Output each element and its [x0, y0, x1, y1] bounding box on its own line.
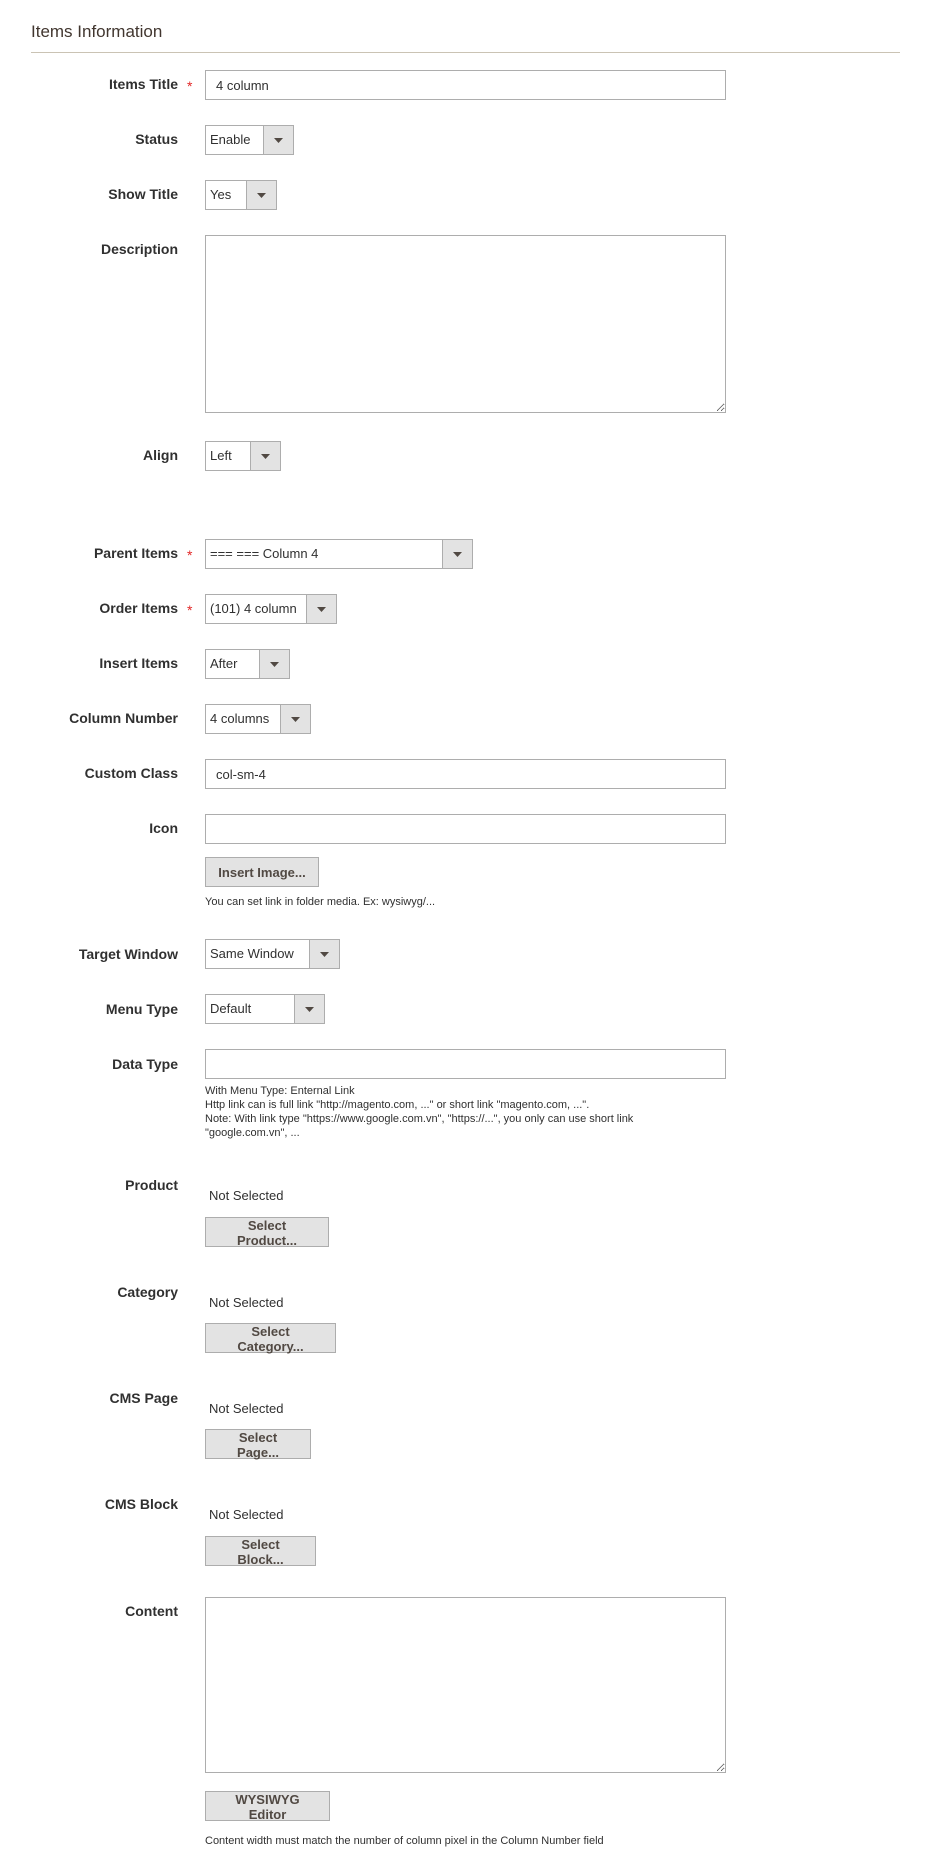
- insert-items-select[interactable]: [205, 649, 290, 679]
- custom-class-input[interactable]: [205, 759, 726, 789]
- cms-page-label: CMS Page: [109, 1390, 178, 1406]
- parent-items-label: Parent Items: [93, 545, 178, 561]
- cms-block-value: Not Selected: [209, 1507, 284, 1522]
- align-select[interactable]: [205, 441, 281, 471]
- cms-block-label: CMS Block: [104, 1496, 178, 1512]
- category-value: Not Selected: [209, 1295, 284, 1310]
- parent-items-select-value: === === Column 4: [210, 546, 319, 561]
- product-label: Product: [125, 1177, 178, 1193]
- order-items-label: Order Items: [99, 600, 178, 616]
- insert-image-button[interactable]: Insert Image...: [205, 857, 319, 887]
- data-type-note: [205, 1084, 633, 1140]
- section-title: Items Information: [31, 22, 163, 41]
- required-marker: *: [187, 547, 193, 563]
- product-value: Not Selected: [209, 1188, 284, 1203]
- menu-type-label: Menu Type: [105, 1001, 178, 1017]
- chevron-down-icon[interactable]: [442, 540, 472, 568]
- order-items-select[interactable]: [205, 594, 337, 624]
- status-select[interactable]: [205, 125, 294, 155]
- required-marker: *: [187, 78, 193, 94]
- icon-note: You can set link in folder media. Ex: wysiwyg/...: [205, 896, 436, 908]
- wysiwyg-editor-button[interactable]: WYSIWYG Editor: [205, 1791, 330, 1821]
- section-divider: [31, 52, 900, 53]
- menu-type-select-value: Default: [210, 1001, 252, 1016]
- description-label: Description: [100, 241, 178, 257]
- data-type-input[interactable]: [205, 1049, 726, 1079]
- data-type-note-line: With Menu Type: Enternal Link: [205, 1085, 355, 1097]
- items-title-input[interactable]: [205, 70, 726, 100]
- chevron-down-icon[interactable]: [280, 705, 310, 733]
- content-label: Content: [125, 1603, 178, 1619]
- description-textarea[interactable]: [205, 235, 726, 413]
- column-number-select-value: 4 columns: [210, 711, 270, 726]
- column-number-label: Column Number: [69, 710, 178, 726]
- items-title-label: Items Title: [109, 76, 178, 92]
- insert-items-label: Insert Items: [99, 655, 178, 671]
- status-select-value: Enable: [210, 132, 251, 147]
- show-title-select-value: Yes: [210, 187, 232, 202]
- target-window-select[interactable]: [205, 939, 340, 969]
- chevron-down-icon[interactable]: [246, 181, 276, 209]
- menu-type-select[interactable]: [205, 994, 325, 1024]
- icon-input[interactable]: [205, 814, 726, 844]
- data-type-note-line: "google.com.vn", ...: [205, 1127, 300, 1139]
- chevron-down-icon[interactable]: [309, 940, 339, 968]
- custom-class-label: Custom Class: [84, 765, 178, 781]
- select-product-button[interactable]: Select Product...: [205, 1217, 329, 1247]
- align-label: Align: [143, 447, 178, 463]
- target-window-select-value: Same Window: [210, 946, 294, 961]
- category-label: Category: [117, 1284, 178, 1300]
- content-note: Content width must match the number of column pixel in the Column Number field: [205, 1835, 604, 1847]
- data-type-label: Data Type: [112, 1056, 178, 1072]
- column-number-select[interactable]: [205, 704, 311, 734]
- show-title-label: Show Title: [108, 186, 178, 202]
- parent-items-select[interactable]: [205, 539, 473, 569]
- cms-page-value: Not Selected: [209, 1401, 284, 1416]
- target-window-label: Target Window: [78, 946, 178, 962]
- content-textarea[interactable]: [205, 1597, 726, 1773]
- icon-label: Icon: [149, 820, 178, 836]
- chevron-down-icon[interactable]: [294, 995, 324, 1023]
- required-marker: *: [187, 602, 193, 618]
- select-page-button[interactable]: Select Page...: [205, 1429, 311, 1459]
- select-block-button[interactable]: Select Block...: [205, 1536, 316, 1566]
- chevron-down-icon[interactable]: [259, 650, 289, 678]
- data-type-note-line: Note: With link type "https://www.google.com.vn", "https://...", you only can use short link: [205, 1113, 634, 1125]
- insert-items-select-value: After: [210, 656, 238, 671]
- chevron-down-icon[interactable]: [250, 442, 280, 470]
- align-select-value: Left: [210, 448, 232, 463]
- chevron-down-icon[interactable]: [263, 126, 293, 154]
- select-category-button[interactable]: Select Category...: [205, 1323, 336, 1353]
- order-items-select-value: (101) 4 column: [210, 601, 297, 616]
- chevron-down-icon[interactable]: [306, 595, 336, 623]
- status-label: Status: [135, 131, 178, 147]
- data-type-note-line: Http link can is full link "http://magento.com, ..." or short link "magento.com, ...".: [205, 1099, 590, 1111]
- show-title-select[interactable]: [205, 180, 277, 210]
